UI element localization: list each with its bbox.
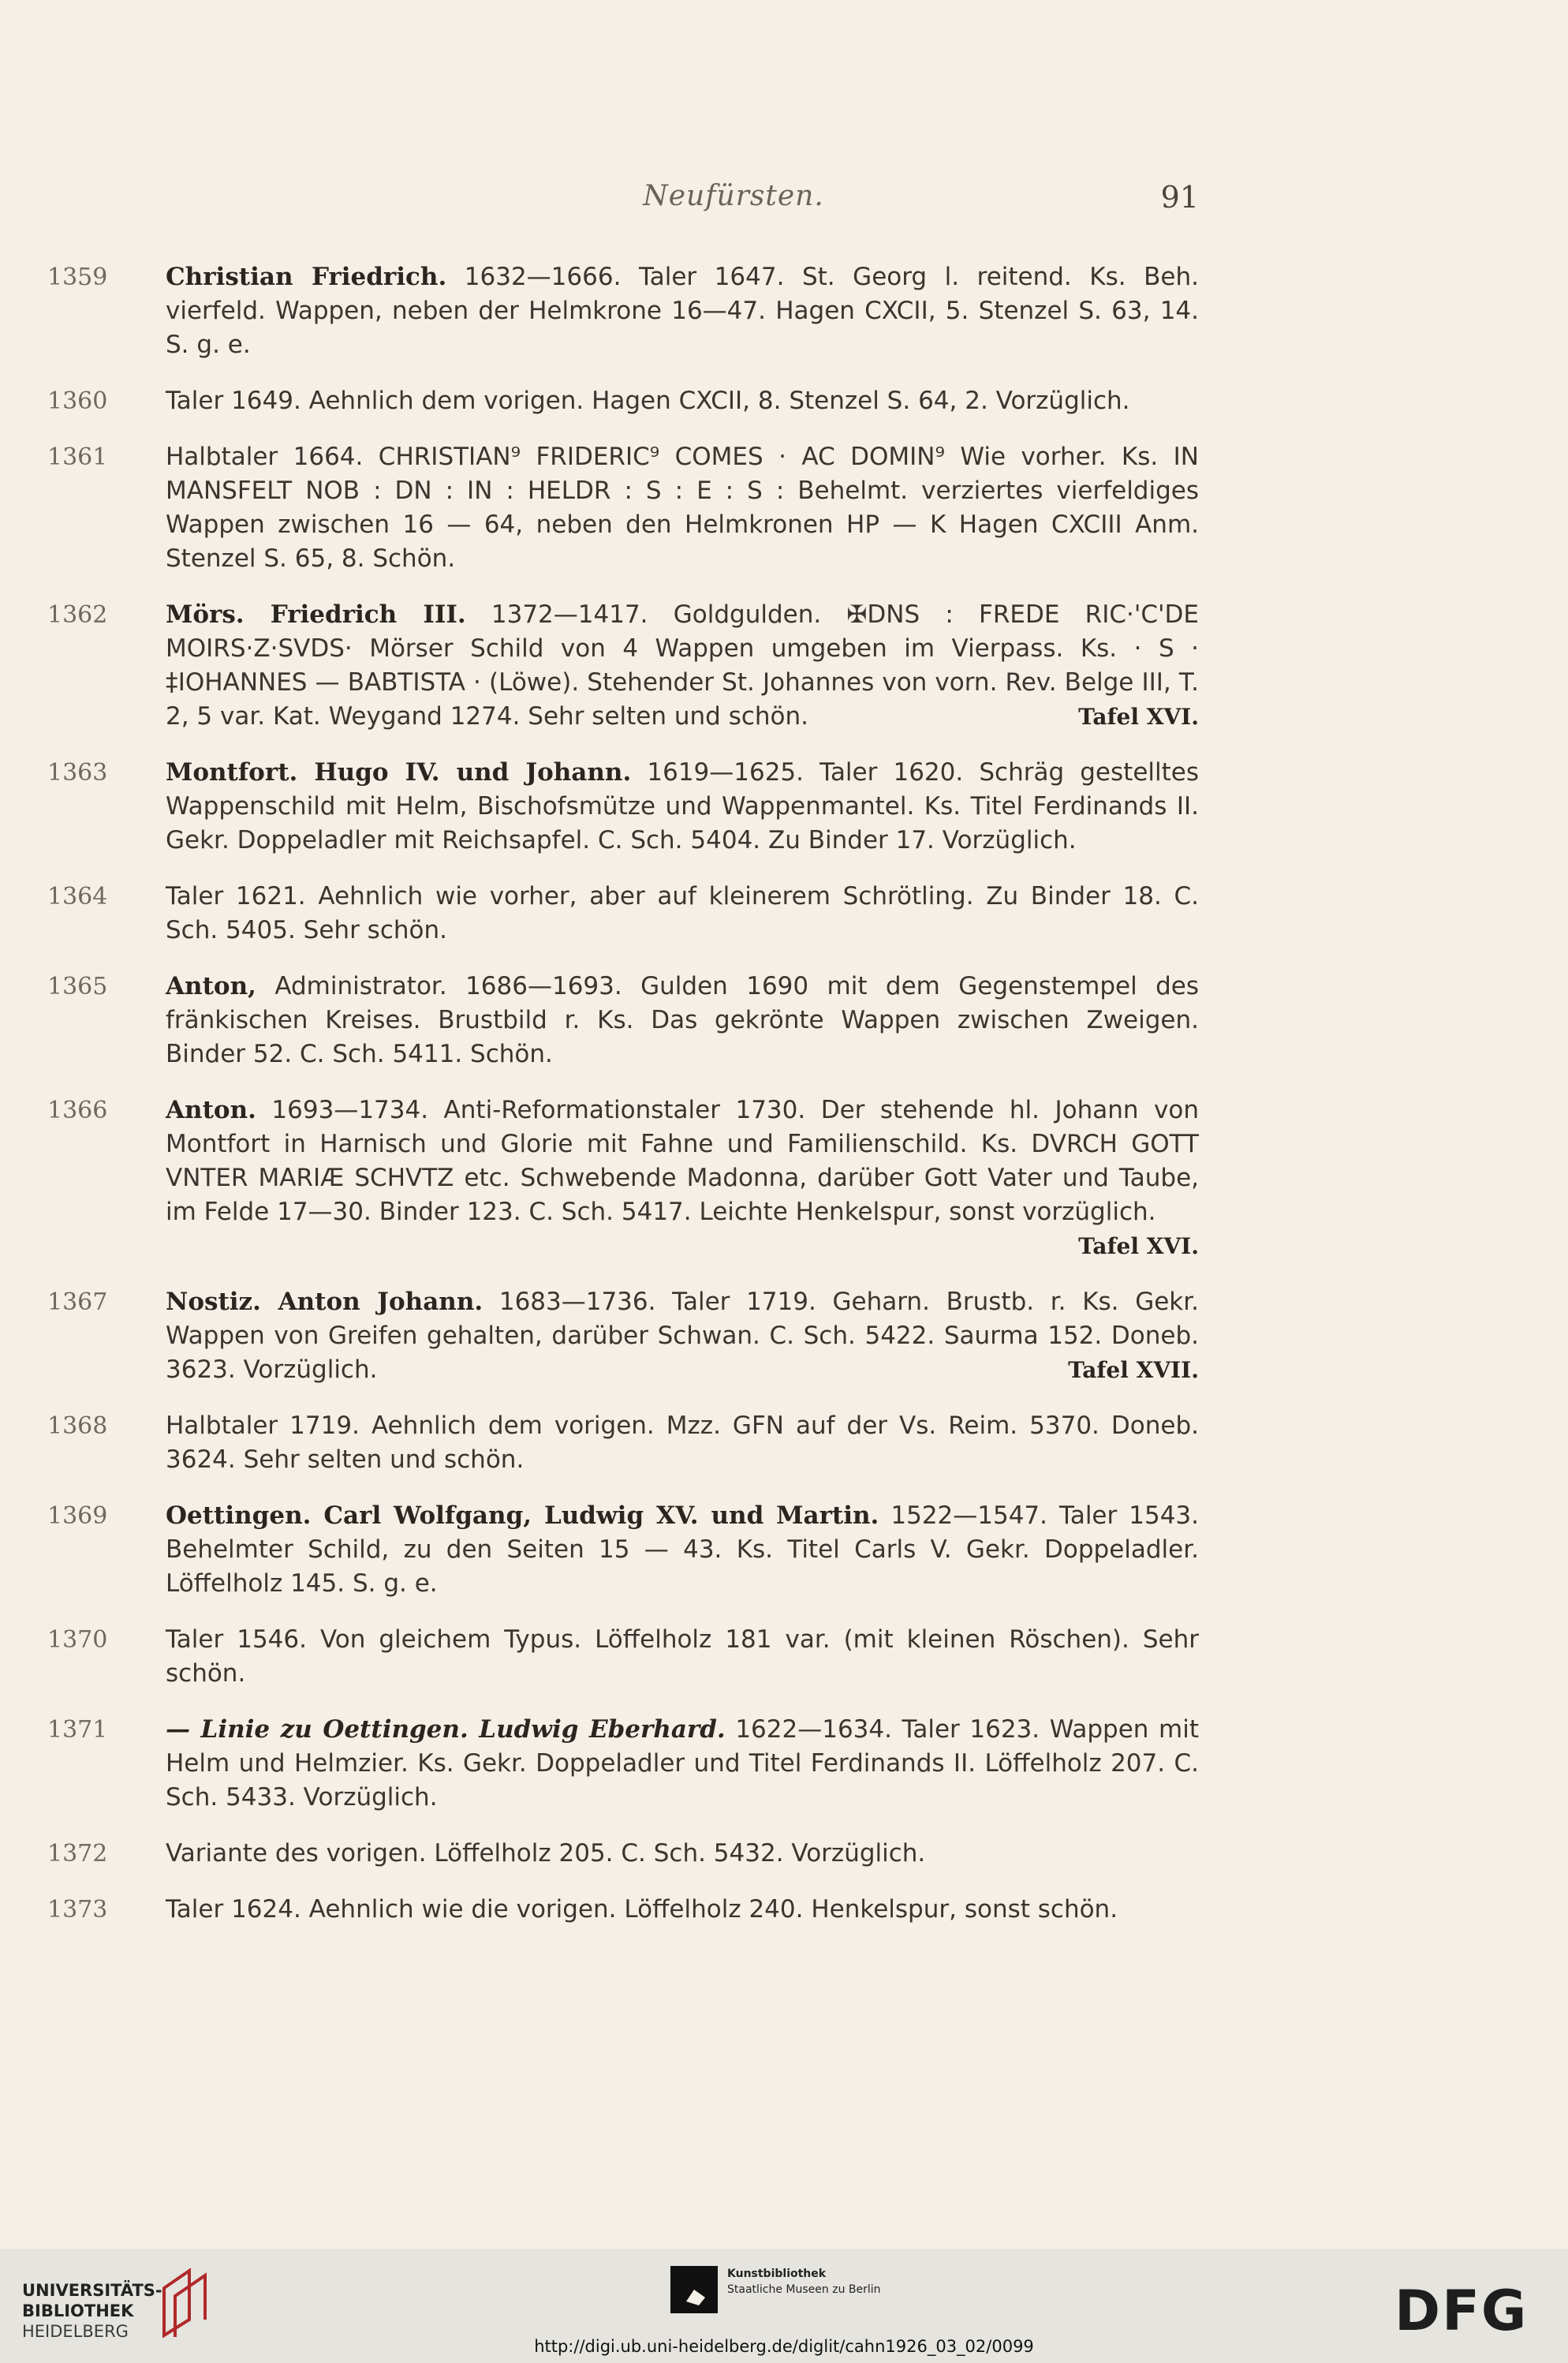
running-head: [0, 180, 1568, 227]
catalog-entry: [47, 1623, 1199, 1691]
entry-body: [166, 1285, 1199, 1387]
entry-text: 1619—1625. Taler 1620. Schräg gestelltes Wappenschild mit Helm, Bischofsmütze und Wappenmantel. Ks. Titel Ferdinands II. Gekr. Doppeladler mit Reichsapfel. C. Sch. 5404. Zu Binder 17. Vorzüglich.: [166, 758, 1199, 854]
entry-number: 1368: [47, 1412, 108, 1440]
plate-reference: Tafel XVI.: [1078, 1233, 1199, 1259]
kb-line: Staatliche Museen zu Berlin: [727, 2283, 881, 2296]
entry-text: 1622—1634. Taler 1623. Wappen mit Helm und Helmzier. Ks. Gekr. Doppeladler und Titel Ferdinands II. Löffelholz 207. C. Sch. 5433. Vorzüglich.: [166, 1715, 1199, 1812]
entry-number: 1365: [47, 973, 108, 1000]
entry-number: 1363: [47, 759, 108, 787]
entry-text: 1632—1666. Taler 1647. St. Georg l. reitend. Ks. Beh. vierfeld. Wappen, neben der Helmkrone 16—47. Hagen CXCII, 5. Stenzel S. 63, 14. S. g. e.: [166, 263, 1200, 359]
entry-number: 1366: [47, 1097, 108, 1124]
catalog-entry: [47, 756, 1199, 858]
catalog-entry: [47, 1893, 1199, 1927]
running-title: Neufürsten.: [643, 180, 824, 212]
catalog-entry: [47, 440, 1199, 576]
catalog-entry: [47, 1837, 1199, 1871]
catalog-entry: [47, 598, 1199, 734]
entry-heading: Anton.: [166, 1096, 256, 1124]
catalog-entry: [47, 970, 1199, 1071]
entry-heading: Anton,: [166, 972, 256, 1000]
entry-body: [166, 880, 1199, 948]
kb-line: Kunstbibliothek: [727, 2268, 827, 2280]
catalog-entry: [47, 880, 1199, 948]
entry-body: [166, 1837, 1199, 1871]
entry-heading: Mörs. Friedrich III.: [166, 600, 466, 629]
entry-text: 1522—1547. Taler 1543. Behelmter Schild, zu den Seiten 15 — 43. Ks. Titel Carls V. Gekr. Doppeladler. Löffelholz 145. S. g. e.: [166, 1501, 1200, 1598]
entry-heading: Montfort. Hugo IV. und Johann.: [166, 758, 632, 787]
catalog-entry: [47, 1094, 1199, 1263]
catalog-entry: [47, 1499, 1199, 1601]
entry-body: [166, 1623, 1199, 1691]
entry-number: 1367: [47, 1288, 108, 1316]
entry-body: [166, 384, 1199, 418]
entry-body: [166, 1094, 1199, 1263]
ub-heidelberg-logo[interactable]: [22, 2280, 162, 2342]
entry-text: Taler 1621. Aehnlich wie vorher, aber auf kleinerem Schrötling. Zu Binder 18. C. Sch. 5405. Sehr schön.: [166, 882, 1199, 944]
viewer-footer: [0, 2249, 1568, 2363]
entry-text: 1372—1417. Goldgulden. ✠DNS : FREDE RIC·'C'DE MOIRS·Z·SVDS· Mörser Schild von 4 Wappen umgeben im Vierpass. Ks. · S · ‡IOHANNES — BABTISTA · (Löwe). Stehender St. Johannes von vorn. Rev. Belge III, T. 2, 5 var. Kat. Weygand 1274. Sehr selten und schön.: [166, 600, 1199, 731]
entry-body: [166, 1409, 1199, 1477]
entry-number: 1371: [47, 1716, 108, 1744]
page-number: 91: [1160, 180, 1199, 215]
kunstbibliothek-label: [727, 2266, 881, 2298]
entry-number: 1370: [47, 1626, 108, 1654]
entry-number: 1362: [47, 601, 108, 629]
ub-logo-line: HEIDELBERG: [22, 2322, 129, 2341]
entry-text: Administrator. 1686—1693. Gulden 1690 mit dem Gegenstempel des fränkischen Kreises. Brustbild r. Ks. Das gekrönte Wappen zwischen Zweigen. Binder 52. C. Sch. 5411. Schön.: [166, 972, 1200, 1068]
entry-number: 1364: [47, 883, 108, 910]
entry-number: 1360: [47, 387, 108, 415]
entry-body: [166, 1713, 1199, 1815]
kunstbibliothek-logo-icon[interactable]: [670, 2266, 718, 2313]
entry-heading: Oettingen. Carl Wolfgang, Ludwig XV. und Martin.: [166, 1501, 879, 1530]
entry-heading: Christian Friedrich.: [166, 263, 447, 291]
entry-text: Variante des vorigen. Löffelholz 205. C. Sch. 5432. Vorzüglich.: [166, 1839, 926, 1868]
plate-reference: Tafel XVI.: [1078, 704, 1199, 730]
entry-number: 1373: [47, 1896, 108, 1924]
entry-body: [166, 598, 1199, 734]
entry-text: Taler 1649. Aehnlich dem vorigen. Hagen CXCII, 8. Stenzel S. 64, 2. Vorzüglich.: [166, 387, 1130, 415]
entry-number: 1359: [47, 264, 108, 291]
entry-body: [166, 756, 1199, 858]
dfg-logo[interactable]: DFG: [1394, 2279, 1529, 2343]
permalink-url[interactable]: http://digi.ub.uni-heidelberg.de/diglit/cahn1926_03_02/0099: [534, 2337, 1034, 2356]
entry-number: 1361: [47, 443, 108, 471]
entry-heading: Nostiz. Anton Johann.: [166, 1288, 483, 1316]
entry-heading: — Linie zu Oettingen. Ludwig Eberhard.: [166, 1715, 726, 1744]
entry-text: Taler 1624. Aehnlich wie die vorigen. Löffelholz 240. Henkelspur, sonst schön.: [166, 1895, 1118, 1924]
catalog-entry: [47, 1409, 1199, 1477]
ub-logo-line: UNIVERSITÄTS-: [22, 2281, 162, 2300]
entry-body: [166, 1499, 1199, 1601]
catalog-entry: [47, 1713, 1199, 1815]
entry-body: [166, 440, 1199, 576]
catalog-entries: [47, 260, 1199, 1949]
catalog-entry: [47, 1285, 1199, 1387]
ub-logo-line: BIBLIOTHEK: [22, 2301, 134, 2320]
entry-body: [166, 260, 1199, 362]
ub-heidelberg-mark-icon: [158, 2264, 213, 2339]
entry-body: [166, 1893, 1199, 1927]
entry-number: 1372: [47, 1840, 108, 1868]
catalog-entry: [47, 384, 1199, 418]
entry-text: 1693—1734. Anti-Reformationstaler 1730. Der stehende hl. Johann von Montfort in Harnisch und Glorie mit Fahne und Familienschild. Ks. DVRCH GOTT VNTER MARIÆ SCHVTZ etc. Schwebende Madonna, darüber Gott Vater und Taube, im Felde 17—30. Binder 123. C. Sch. 5417. Leichte Henkelspur, sonst vorzüglich.: [166, 1096, 1199, 1226]
entry-number: 1369: [47, 1502, 108, 1530]
entry-text: Halbtaler 1719. Aehnlich dem vorigen. Mzz. GFN auf der Vs. Reim. 5370. Doneb. 3624. Sehr selten und schön.: [166, 1411, 1199, 1474]
entry-text: Halbtaler 1664. CHRISTIAN⁹ FRIDERIC⁹ COMES · AC DOMIN⁹ Wie vorher. Ks. IN MANSFELT NOB : DN : IN : HELDR : S : E : S : Behelmt. verziertes vierfeldiges Wappen zwischen 16 — 64, neben den Helmkronen HP — K Hagen CXCIII Anm. Stenzel S. 65, 8. Schön.: [166, 443, 1199, 573]
entry-text: Taler 1546. Von gleichem Typus. Löffelholz 181 var. (mit kleinen Röschen). Sehr schön.: [166, 1625, 1199, 1688]
plate-reference: Tafel XVII.: [1068, 1357, 1199, 1383]
entry-body: [166, 970, 1199, 1071]
entry-text: 1683—1736. Taler 1719. Geharn. Brustb. r. Ks. Gekr. Wappen von Greifen gehalten, darüber Schwan. C. Sch. 5422. Saurma 152. Doneb. 3623. Vorzüglich.: [166, 1288, 1200, 1384]
catalog-entry: [47, 260, 1199, 362]
